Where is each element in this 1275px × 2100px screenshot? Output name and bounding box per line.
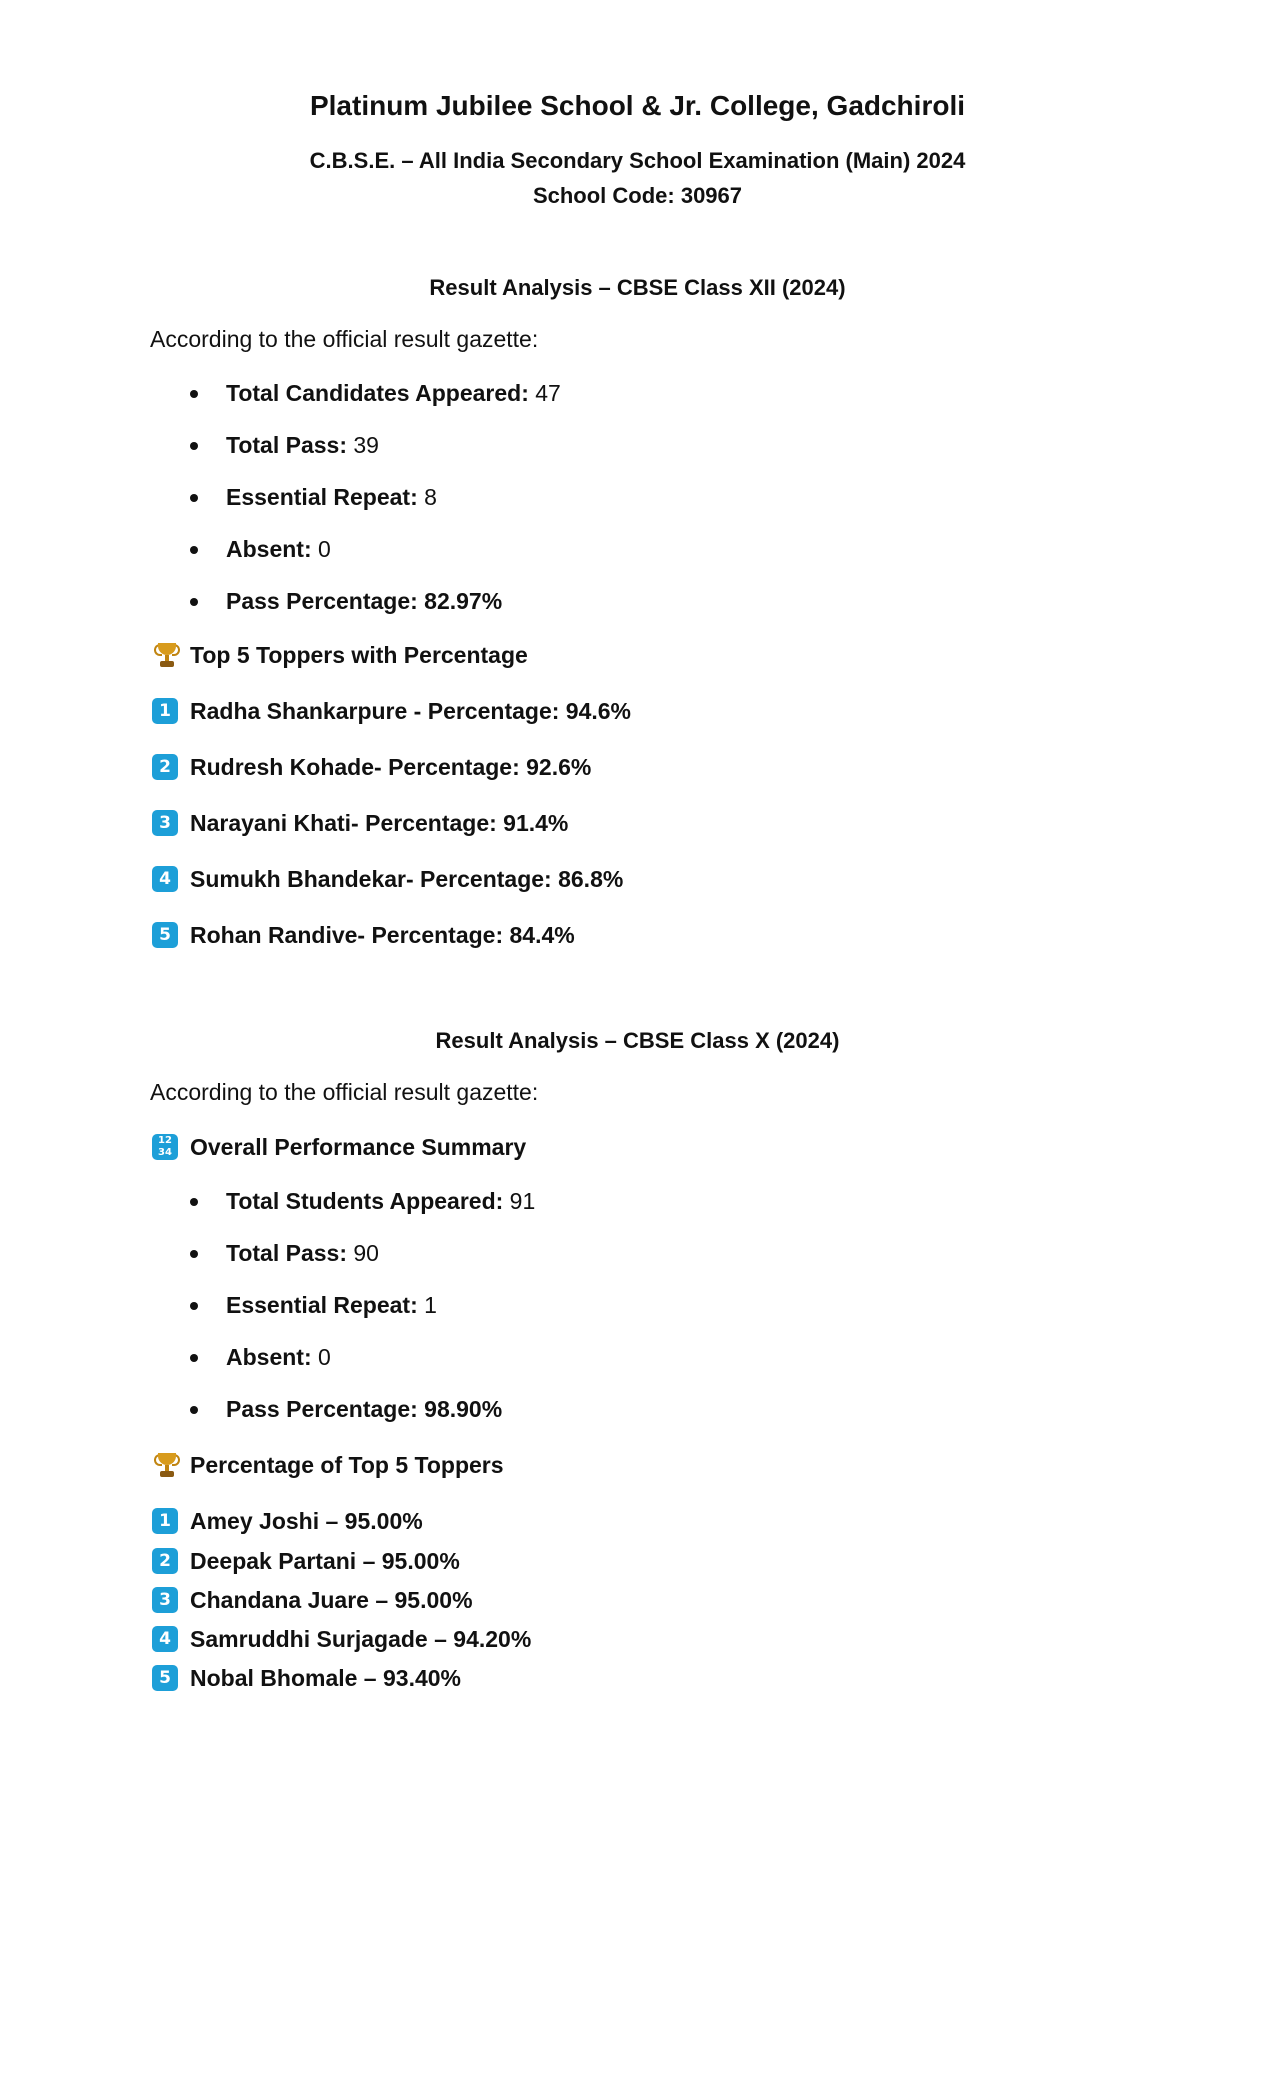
list-item — [190, 482, 561, 534]
list-item — [190, 1290, 535, 1342]
class-x-stats-list — [190, 1186, 535, 1446]
list-item — [190, 534, 561, 586]
trophy-icon — [154, 1452, 180, 1478]
topper-text: Sumukh Bhandekar- Percentage: 86.8% — [190, 866, 624, 892]
list-item — [190, 586, 561, 638]
list-item — [190, 1394, 535, 1446]
toppers-heading-label: Percentage of Top 5 Toppers — [190, 1452, 504, 1478]
list-item — [190, 430, 561, 482]
class-x-title: Result Analysis – CBSE Class X (2024) — [435, 1028, 840, 1053]
class-x-intro: According to the official result gazette: — [150, 1079, 539, 1105]
stat-label: Total Candidates Appeared: — [226, 380, 529, 406]
topper-text: Deepak Partani – 95.00% — [190, 1548, 460, 1574]
keycap-number-icon: 5 — [152, 922, 178, 948]
stat-label: Absent: — [226, 536, 312, 562]
class-xii-title: Result Analysis – CBSE Class XII (2024) — [429, 275, 846, 300]
stat-value: 39 — [347, 432, 379, 458]
topper-text: Narayani Khati- Percentage: 91.4% — [190, 810, 569, 836]
stat-label: Absent: — [226, 1344, 312, 1370]
list-item — [190, 1238, 535, 1290]
topper-text: Rudresh Kohade- Percentage: 92.6% — [190, 754, 592, 780]
keycap-number-icon: 2 — [152, 1548, 178, 1574]
topper-text: Rohan Randive- Percentage: 84.4% — [190, 922, 575, 948]
stat-value: 90 — [347, 1240, 379, 1266]
pass-percentage: Pass Percentage: 82.97% — [226, 588, 503, 614]
keycap-number-icon: 3 — [152, 810, 178, 836]
keycap-number-icon: 1 — [152, 1508, 178, 1534]
topper-text: Radha Shankarpure - Percentage: 94.6% — [190, 698, 631, 724]
stat-label: Total Students Appeared: — [226, 1188, 504, 1214]
school-code: School Code: 30967 — [532, 183, 743, 208]
stat-value: 8 — [417, 484, 437, 510]
keycap-number-icon: 1 — [152, 698, 178, 724]
stat-value: 91 — [503, 1188, 536, 1214]
list-item — [190, 378, 561, 430]
stat-value: 47 — [528, 380, 561, 406]
trophy-icon — [154, 642, 180, 668]
keycap-number-icon: 4 — [152, 866, 178, 892]
keycap-number-icon: 5 — [152, 1665, 178, 1691]
exam-title: C.B.S.E. – All India Secondary School Examination (Main) 2024 — [309, 148, 966, 173]
stat-label: Total Pass: — [226, 432, 347, 458]
list-item — [190, 1186, 535, 1238]
stat-value: 0 — [311, 536, 331, 562]
stat-label: Essential Repeat: — [226, 1292, 418, 1318]
school-name: Platinum Jubilee School & Jr. College, Gadchiroli — [309, 90, 966, 121]
list-item — [190, 1342, 535, 1394]
class-xii-intro: According to the official result gazette: — [150, 326, 539, 352]
topper-text: Nobal Bhomale – 93.40% — [190, 1665, 461, 1691]
class-xii-stats-list — [190, 378, 561, 638]
keycap-number-icon: 2 — [152, 754, 178, 780]
stat-label: Total Pass: — [226, 1240, 347, 1266]
keycap-number-icon: 3 — [152, 1587, 178, 1613]
stat-label: Essential Repeat: — [226, 484, 418, 510]
numbers-keycap-icon: 12 34 — [152, 1134, 178, 1160]
toppers-heading-label: Top 5 Toppers with Percentage — [190, 642, 528, 668]
keycap-number-icon: 4 — [152, 1626, 178, 1652]
stat-value: 1 — [417, 1292, 437, 1318]
stat-value: 0 — [311, 1344, 331, 1370]
topper-text: Samruddhi Surjagade – 94.20% — [190, 1626, 532, 1652]
topper-text: Amey Joshi – 95.00% — [190, 1508, 423, 1534]
pass-percentage: Pass Percentage: 98.90% — [226, 1396, 503, 1422]
summary-heading-label: Overall Performance Summary — [190, 1134, 527, 1160]
topper-text: Chandana Juare – 95.00% — [190, 1587, 473, 1613]
